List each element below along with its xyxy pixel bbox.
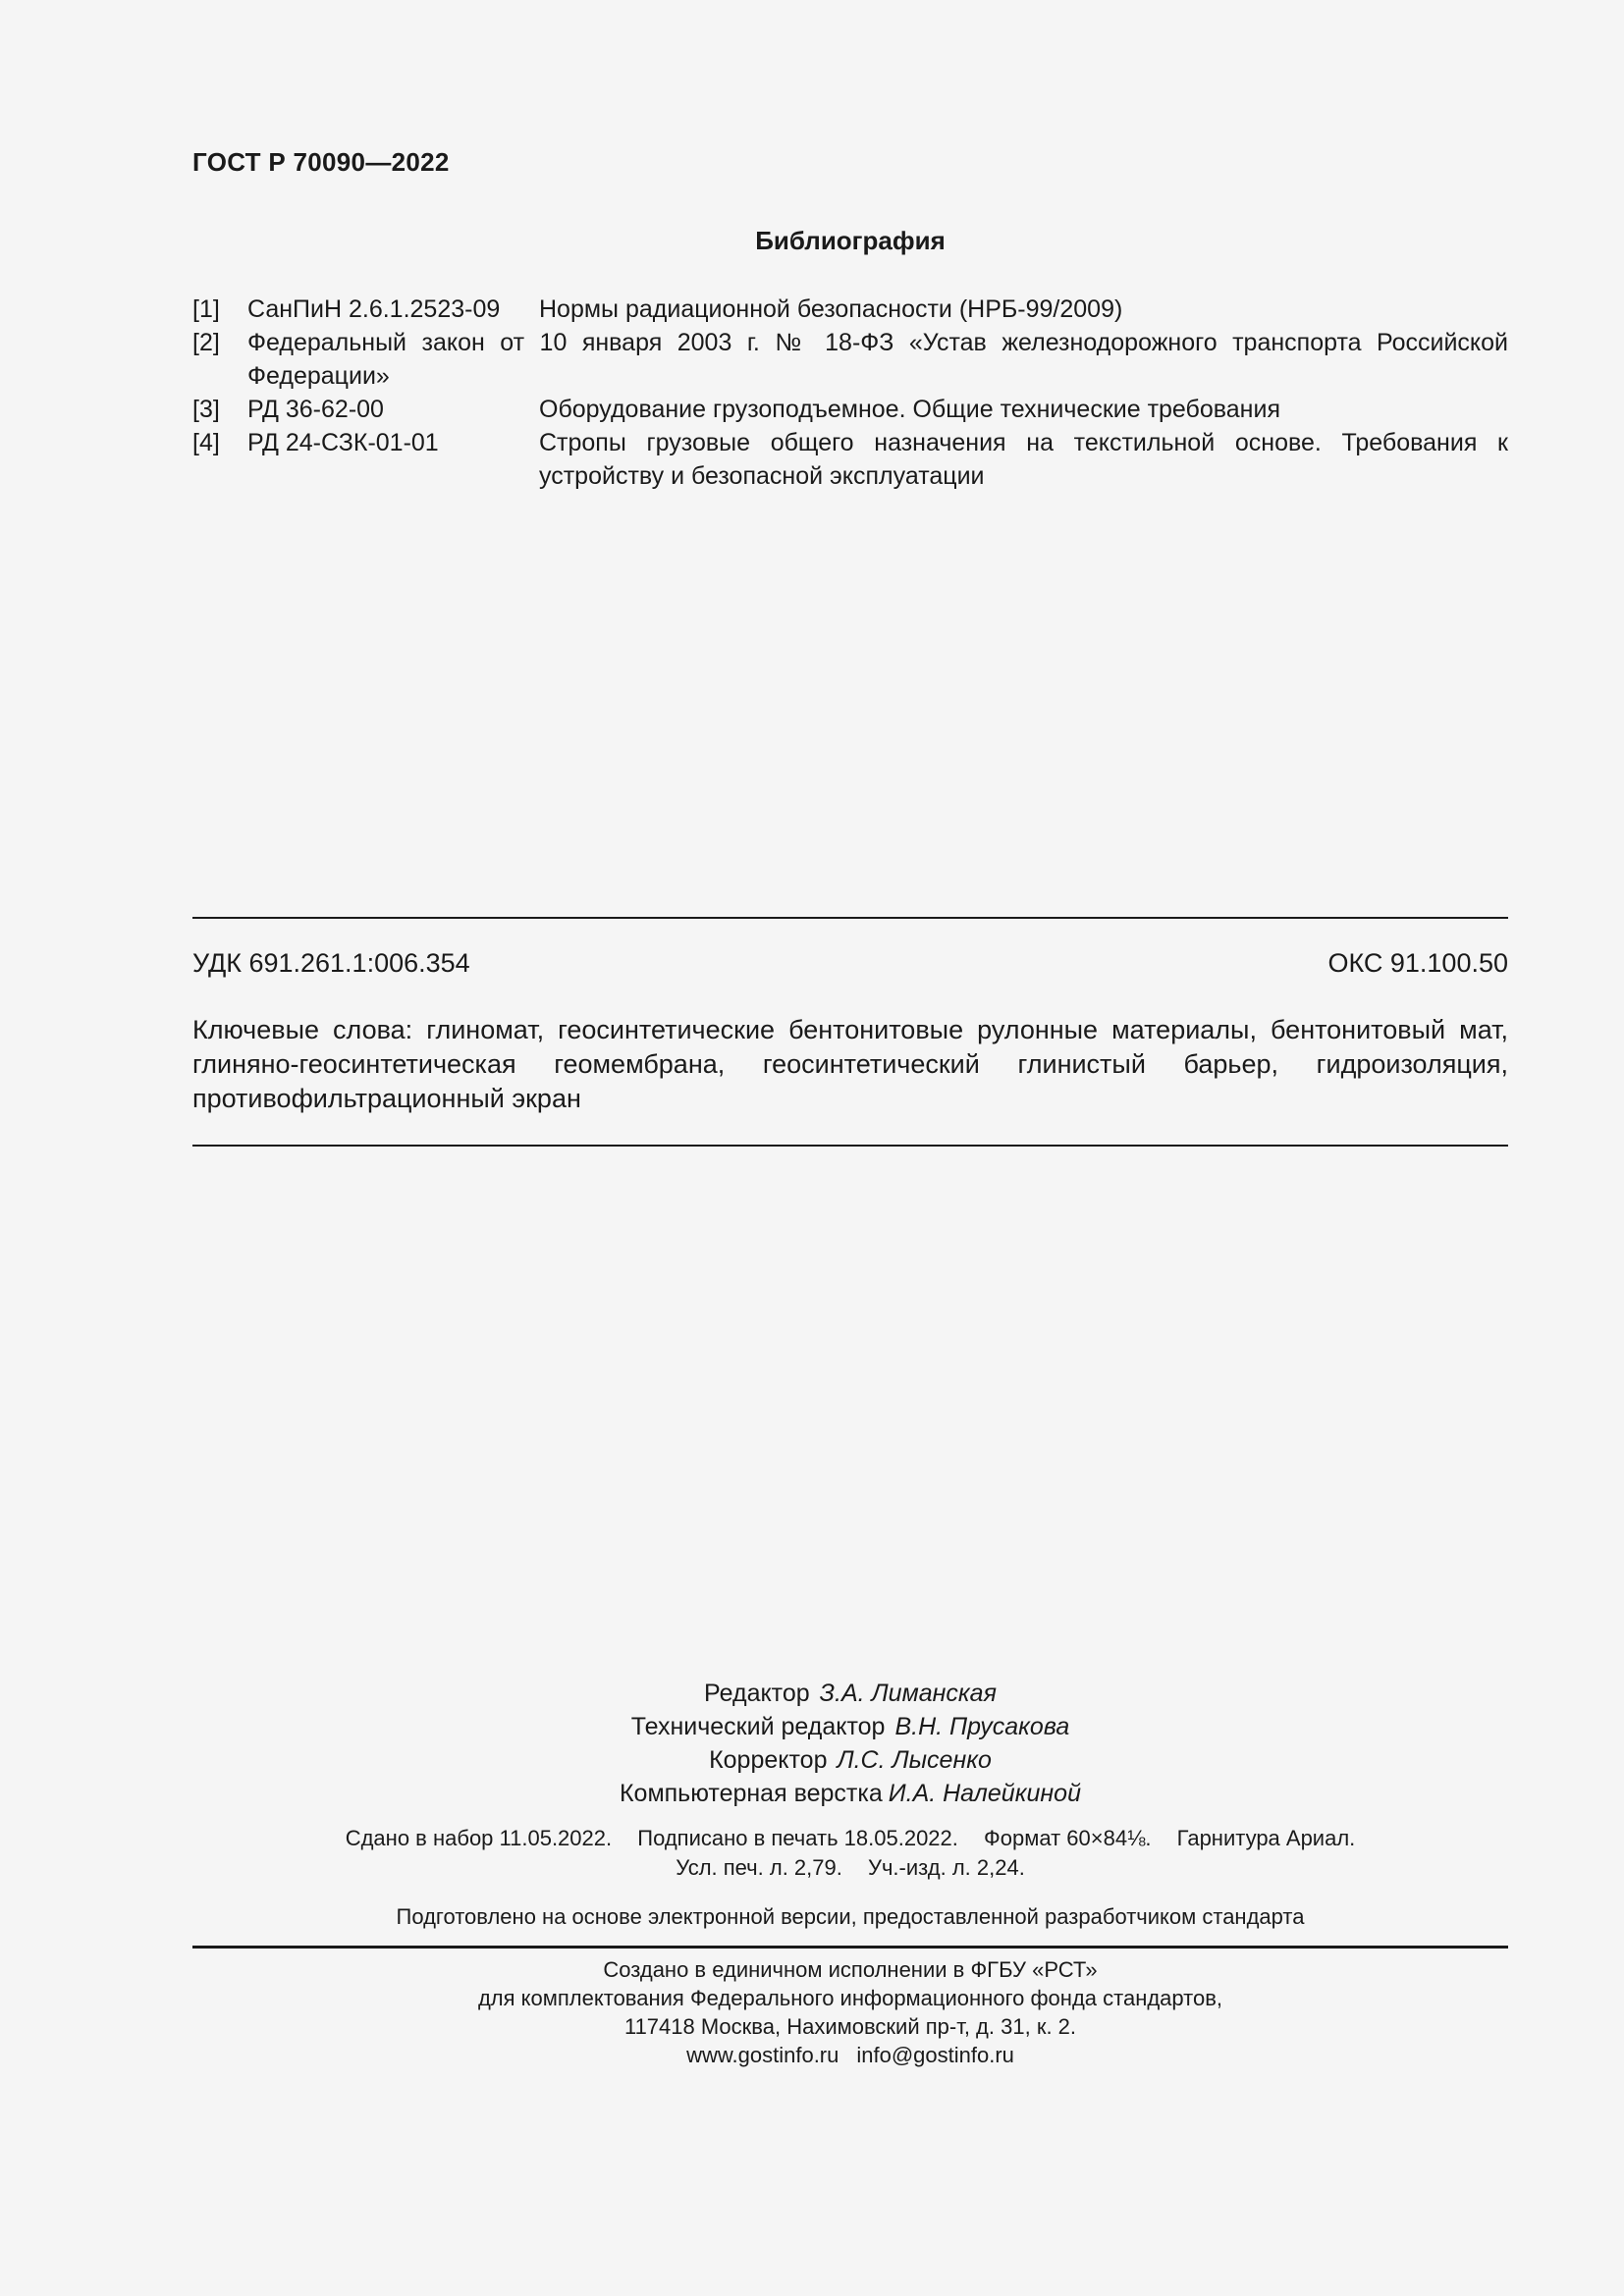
bibliography-entry xyxy=(192,426,1508,493)
oks-code: ОКС 91.100.50 xyxy=(1327,948,1508,978)
entry-title: Оборудование грузоподъемное. Общие технические требования xyxy=(539,396,1280,423)
credit-name: В.Н. Прусакова xyxy=(894,1713,1070,1740)
entry-number: [4] xyxy=(192,429,220,456)
udk-code: УДК 691.261.1:006.354 xyxy=(192,948,470,978)
divider-bottom xyxy=(192,1145,1508,1147)
divider-top xyxy=(192,917,1508,919)
credit-label: Технический редактор xyxy=(630,1713,886,1740)
credit-name: Л.С. Лысенко xyxy=(837,1746,992,1774)
credit-label: Корректор xyxy=(709,1746,828,1774)
publisher-line: Создано в единичном исполнении в ФГБУ «РСТ» xyxy=(603,1957,1098,1982)
credits-block xyxy=(192,1677,1508,1810)
publisher-email-link[interactable]: info@gostinfo.ru xyxy=(856,2043,1014,2067)
credit-corrector xyxy=(192,1743,1508,1777)
entry-code: РД 24-СЗК-01-01 xyxy=(247,429,439,456)
imprint-line xyxy=(192,1853,1508,1883)
bibliography-entry xyxy=(192,393,1508,426)
document-code: ГОСТ Р 70090—2022 xyxy=(192,147,450,177)
imprint-signed: Подписано в печать 18.05.2022. xyxy=(637,1826,958,1850)
imprint-line xyxy=(192,1824,1508,1853)
imprint-typeset: Сдано в набор 11.05.2022. xyxy=(345,1826,613,1850)
entry-code: РД 36-62-00 xyxy=(247,396,384,423)
prepared-note: Подготовлено на основе электронной версии, предоставленной разработчиком стандарта xyxy=(396,1904,1305,1929)
entry-title: Стропы грузовые общего назначения на текстильной основе. Требования к устройству и безопасной эксплуатации xyxy=(539,429,1508,490)
imprint-format: Формат 60×84⅛. xyxy=(984,1826,1152,1850)
credit-label: Компьютерная верстка xyxy=(619,1780,883,1807)
entry-title: Нормы радиационной безопасности (НРБ-99/2009) xyxy=(539,295,1123,323)
entry-number: [3] xyxy=(192,396,220,423)
bibliography-title: Библиография xyxy=(755,226,946,255)
publisher-website-link[interactable]: www.gostinfo.ru xyxy=(686,2043,839,2067)
credit-label: Редактор xyxy=(704,1680,810,1707)
credit-editor xyxy=(192,1677,1508,1710)
keywords: Ключевые слова: глиномат, геосинтетические бентонитовые рулонные материалы, бентонитовый мат, глиняно-геосинтетическая геомембрана, геосинтетический глинистый барьер, гидроизоляция, противофильтрационный экран xyxy=(192,1015,1508,1113)
publisher-block xyxy=(192,1955,1508,2069)
entry-code: СанПиН 2.6.1.2523-09 xyxy=(247,295,501,323)
publisher-contacts xyxy=(192,2041,1508,2069)
classification-row xyxy=(192,948,1508,979)
entry-title: Федеральный закон от 10 января 2003 г. № 18-ФЗ «Устав железнодорожного транспорта Российской Федерации» xyxy=(247,329,1508,390)
publisher-line: для комплектования Федерального информационного фонда стандартов, xyxy=(477,1986,1223,2010)
imprint-block xyxy=(192,1824,1508,1883)
divider-footer xyxy=(192,1946,1508,1949)
publisher-address: 117418 Москва, Нахимовский пр-т, д. 31, к. 2. xyxy=(623,2014,1077,2039)
credit-tech-editor xyxy=(192,1710,1508,1743)
imprint-typeface: Гарнитура Ариал. xyxy=(1176,1826,1356,1850)
entry-number: [1] xyxy=(192,295,220,323)
credit-name: З.А. Лиманская xyxy=(819,1680,997,1707)
bibliography-list xyxy=(192,293,1508,493)
entry-number: [2] xyxy=(192,329,220,356)
credit-name: И.А. Налейкиной xyxy=(888,1780,1081,1807)
bibliography-entry xyxy=(192,326,1508,393)
imprint-publ-sheets: Уч.-изд. л. 2,24. xyxy=(867,1855,1025,1880)
credit-layout xyxy=(192,1777,1508,1810)
bibliography-entry xyxy=(192,293,1508,326)
imprint-print-sheets: Усл. печ. л. 2,79. xyxy=(676,1855,842,1880)
